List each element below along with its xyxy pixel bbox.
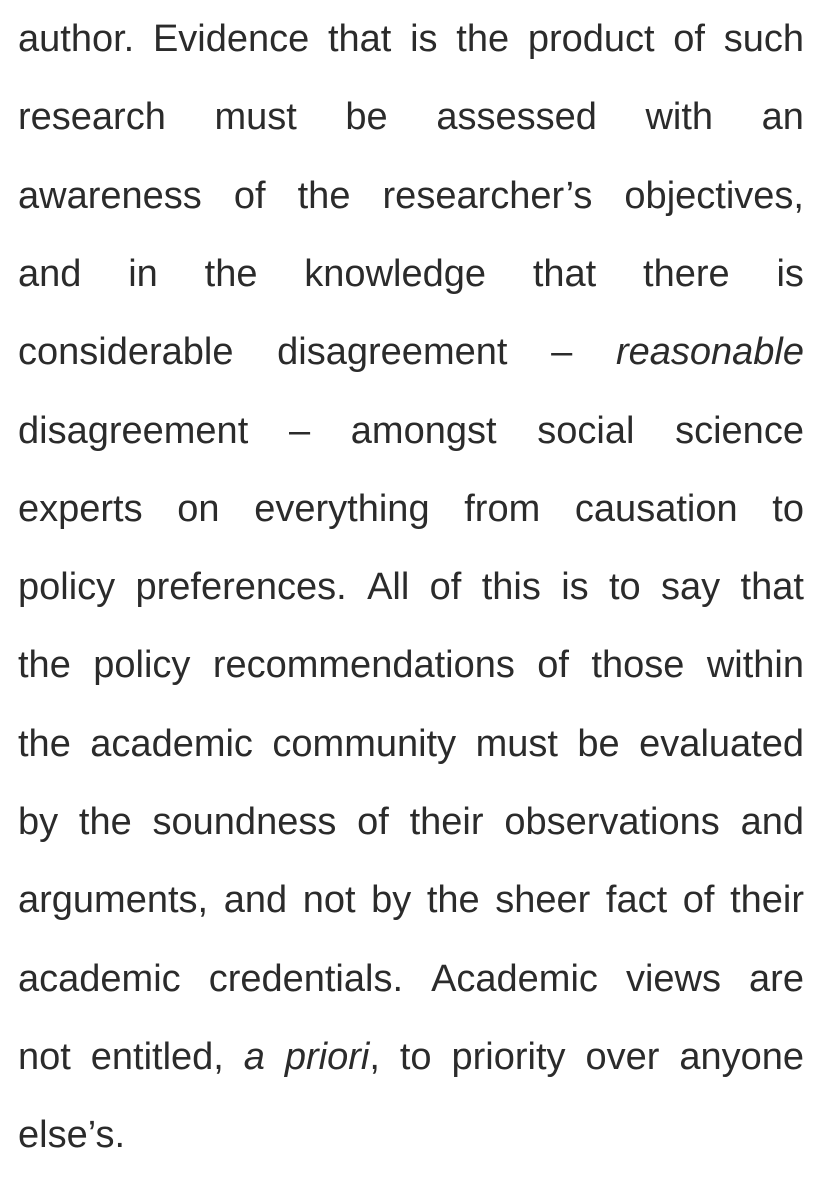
text-line xyxy=(18,249,804,299)
word: an xyxy=(761,96,804,138)
word: credentials. xyxy=(208,958,404,1000)
word: the xyxy=(18,723,71,765)
word: of xyxy=(682,879,715,921)
text-line xyxy=(18,640,804,690)
word: to xyxy=(608,566,641,608)
word: Evidence xyxy=(152,18,310,60)
word: sheer xyxy=(495,879,591,921)
text-line xyxy=(18,484,804,534)
word: observations xyxy=(504,801,720,843)
word: over xyxy=(585,1036,660,1078)
word: is xyxy=(561,566,589,608)
text-line xyxy=(18,797,804,847)
italic-word: reasonable xyxy=(615,331,804,373)
word: arguments, xyxy=(18,879,209,921)
word: research xyxy=(18,96,166,138)
word: the xyxy=(297,175,351,217)
word: must xyxy=(214,96,297,138)
text-line xyxy=(18,1032,804,1082)
word: of xyxy=(429,566,462,608)
word: knowledge xyxy=(304,253,486,295)
word: experts xyxy=(18,488,143,530)
word: author. xyxy=(18,18,135,60)
word: not xyxy=(302,879,356,921)
word: soundness xyxy=(152,801,337,843)
word: amongst xyxy=(350,410,497,452)
word: All xyxy=(367,566,410,608)
word: of xyxy=(673,18,705,60)
word: within xyxy=(706,644,804,686)
italic-word: a xyxy=(243,1036,265,1078)
word: Academic xyxy=(431,958,598,1000)
word: preferences. xyxy=(135,566,347,608)
word: priority xyxy=(451,1036,566,1078)
text-line xyxy=(18,719,804,769)
word: to xyxy=(772,488,804,530)
word: not xyxy=(18,1036,71,1078)
word: by xyxy=(18,801,59,843)
word: the xyxy=(204,253,258,295)
word: and xyxy=(223,879,288,921)
word: is xyxy=(410,18,438,60)
word: such xyxy=(723,18,804,60)
word: else’s. xyxy=(18,1114,126,1156)
word: – xyxy=(551,331,573,373)
word: of xyxy=(537,644,569,686)
word: from xyxy=(464,488,541,530)
word: be xyxy=(345,96,388,138)
word: with xyxy=(645,96,714,138)
word: their xyxy=(409,801,484,843)
word: the xyxy=(18,644,71,686)
word: objectives, xyxy=(624,175,804,217)
word: researcher’s xyxy=(382,175,593,217)
word: this xyxy=(481,566,541,608)
word: anyone xyxy=(679,1036,804,1078)
word: academic xyxy=(18,958,181,1000)
word: assessed xyxy=(436,96,597,138)
word: everything xyxy=(254,488,430,530)
text-line xyxy=(18,406,804,456)
word: policy xyxy=(18,566,116,608)
word: of xyxy=(233,175,266,217)
word: those xyxy=(591,644,685,686)
word: science xyxy=(675,410,804,452)
word: recommendations xyxy=(212,644,515,686)
word: the xyxy=(78,801,132,843)
word: that xyxy=(327,18,392,60)
word: academic xyxy=(90,723,253,765)
text-line xyxy=(18,562,804,612)
word: must xyxy=(475,723,558,765)
text-line xyxy=(18,1110,804,1160)
word: policy xyxy=(93,644,191,686)
word: considerable xyxy=(18,331,234,373)
word: and xyxy=(740,801,804,843)
word: fact xyxy=(605,879,668,921)
word: be xyxy=(577,723,620,765)
word: product xyxy=(527,18,655,60)
word: their xyxy=(730,879,804,921)
text-line xyxy=(18,875,804,925)
word: that xyxy=(740,566,804,608)
word: of xyxy=(357,801,389,843)
word: in xyxy=(128,253,158,295)
word: by xyxy=(371,879,412,921)
word: say xyxy=(661,566,721,608)
word: community xyxy=(272,723,457,765)
text-line xyxy=(18,92,804,142)
word: there xyxy=(643,253,730,295)
word: awareness xyxy=(18,175,202,217)
word: and xyxy=(18,253,82,295)
word: on xyxy=(177,488,220,530)
italic-word: priori xyxy=(284,1036,370,1078)
word: disagreement xyxy=(277,331,508,373)
text-line xyxy=(18,954,804,1004)
word: to xyxy=(399,1036,432,1078)
word: causation xyxy=(574,488,738,530)
word: are xyxy=(749,958,804,1000)
word: is xyxy=(776,253,804,295)
word: – xyxy=(288,410,311,452)
word: priori, xyxy=(285,1032,380,1082)
word: disagreement xyxy=(18,410,249,452)
word: social xyxy=(537,410,635,452)
word: evaluated xyxy=(639,723,804,765)
word: views xyxy=(625,958,721,1000)
text-line xyxy=(18,14,804,64)
word: the xyxy=(426,879,480,921)
word: that xyxy=(532,253,597,295)
text-line xyxy=(18,327,804,377)
text-line xyxy=(18,171,804,221)
word: the xyxy=(456,18,510,60)
word: entitled, xyxy=(90,1036,224,1078)
